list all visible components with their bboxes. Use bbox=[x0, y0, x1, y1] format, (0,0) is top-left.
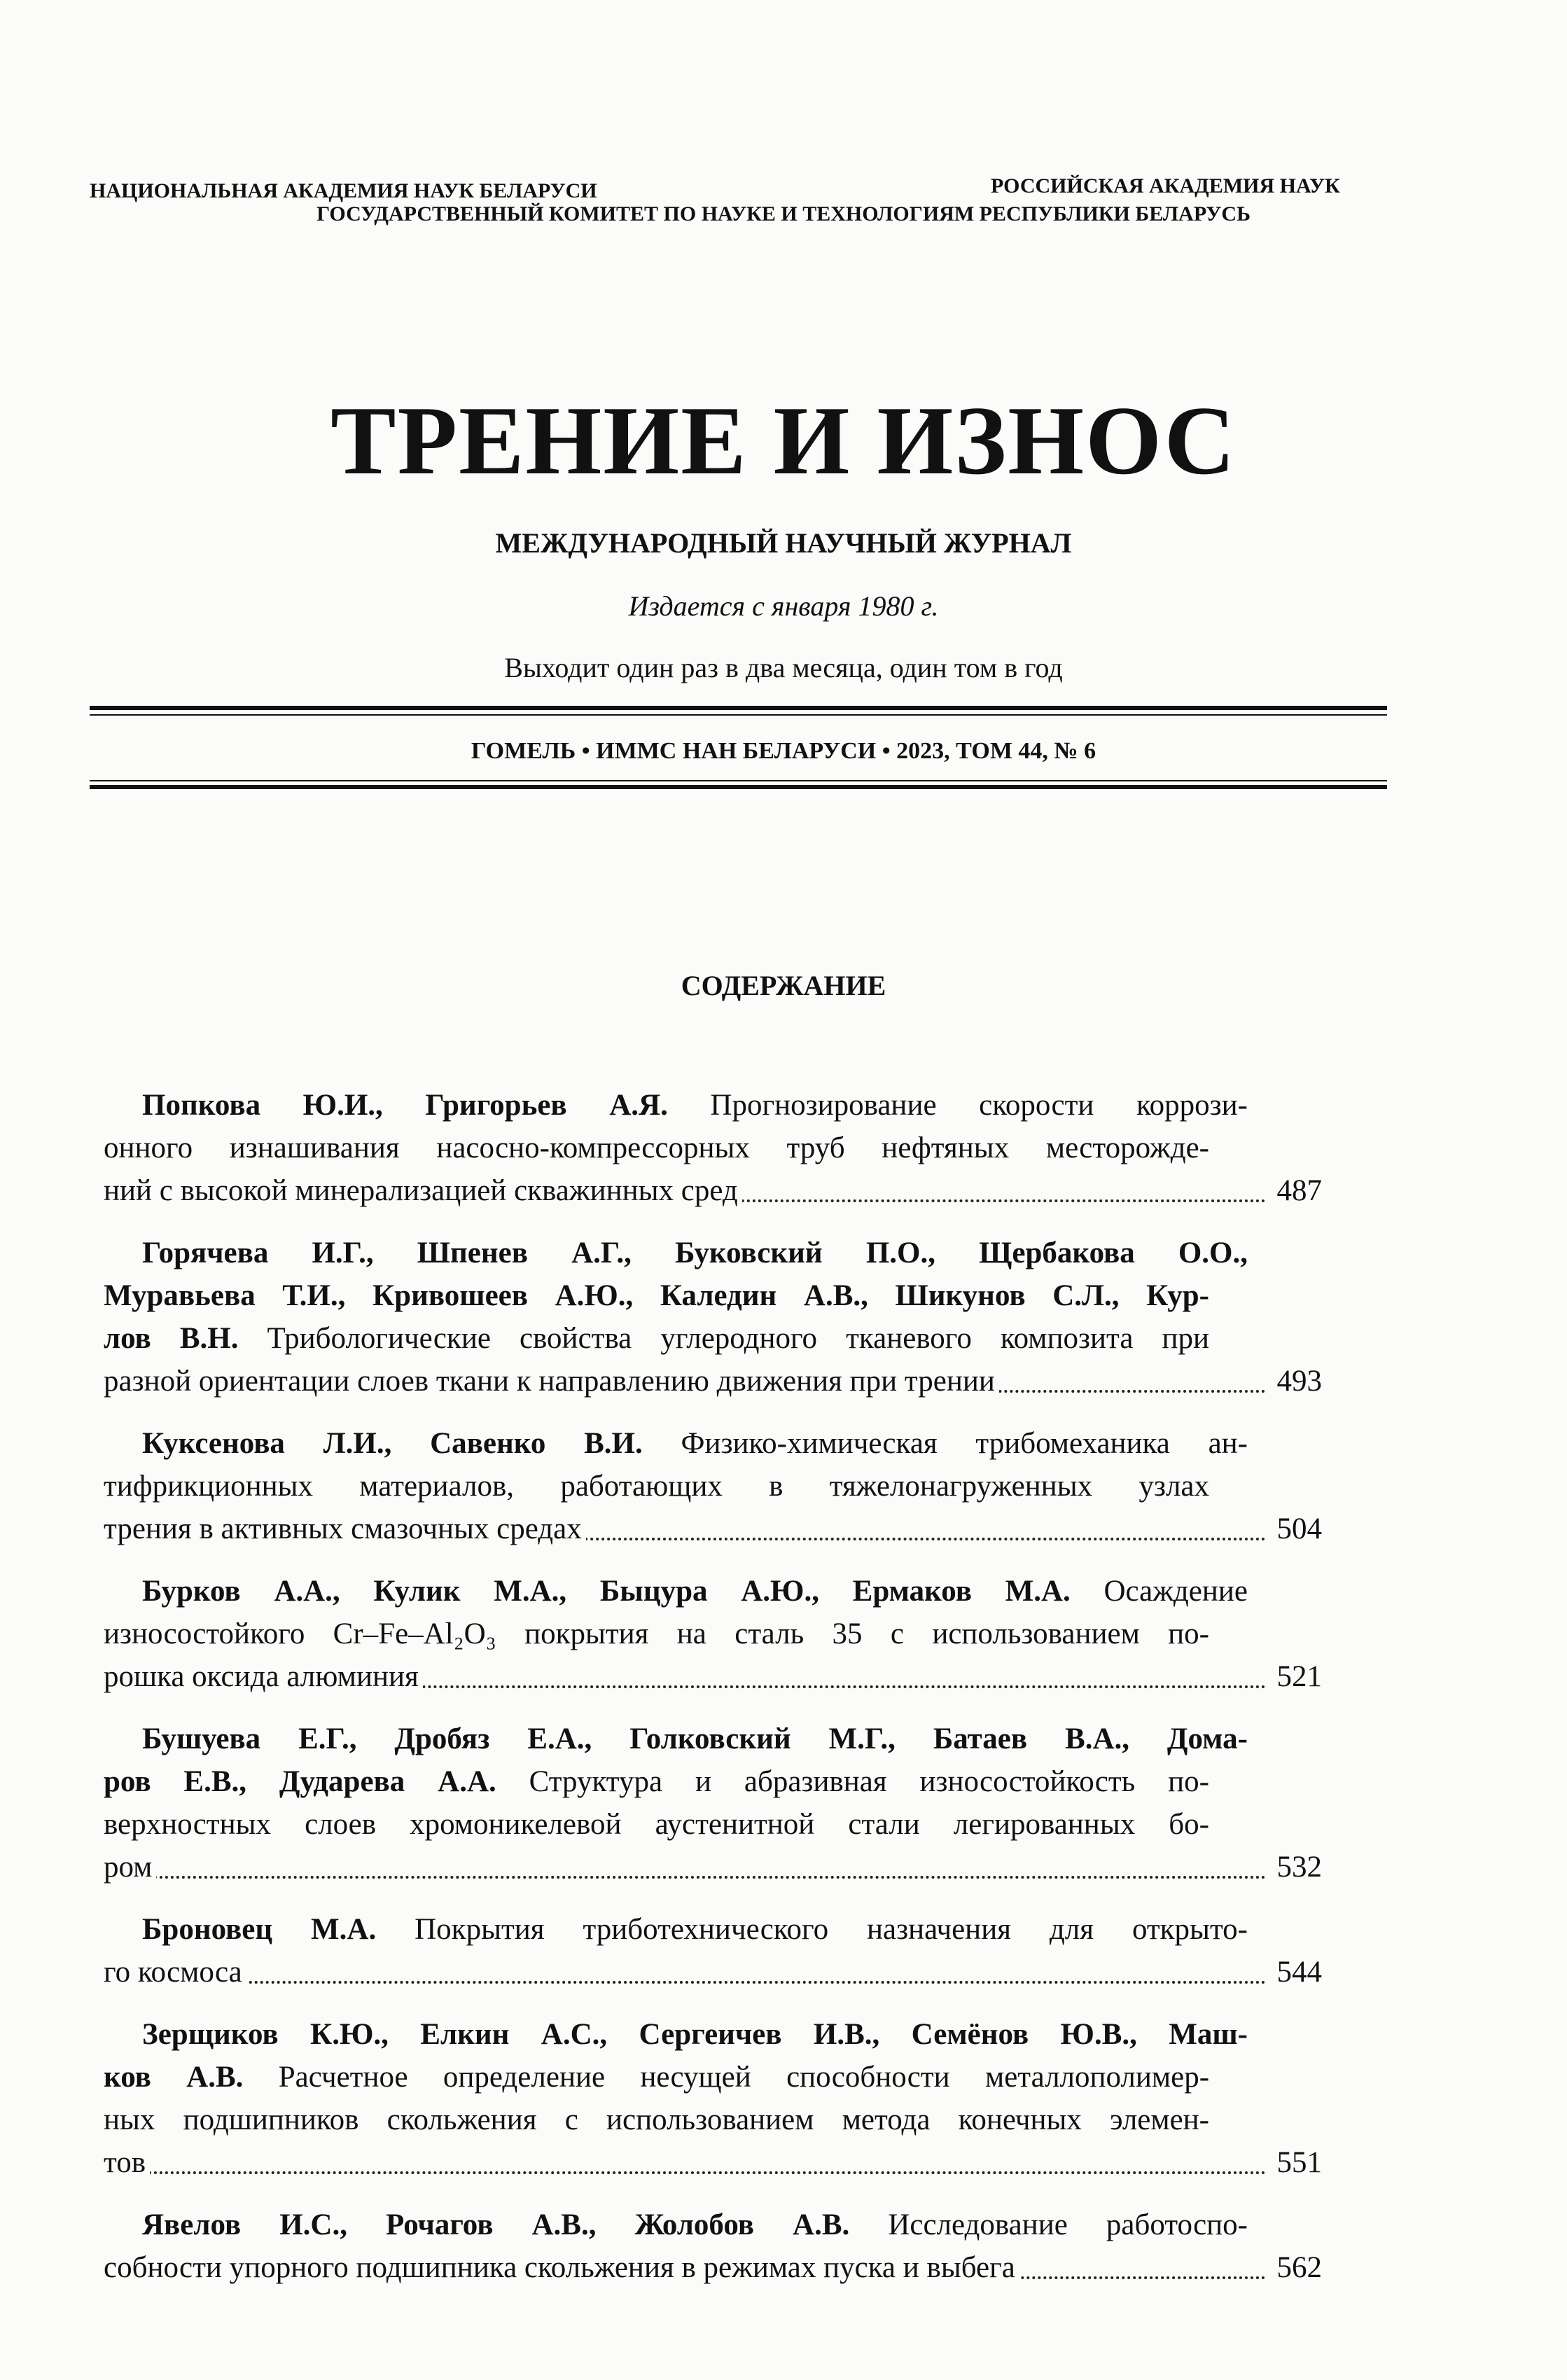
toc-entry bbox=[104, 1232, 1399, 1403]
toc-page-number: 551 bbox=[1267, 2141, 1323, 2184]
toc-entry bbox=[104, 1908, 1399, 1993]
toc-entry-line bbox=[104, 1232, 1252, 1274]
toc-entry bbox=[104, 2013, 1399, 2184]
toc-entry-line bbox=[104, 1274, 1213, 1317]
toc-entry-text: тифрикционных материалов, работающих в тяжелонагруженных узлах bbox=[104, 1470, 1209, 1503]
toc-entry-text: рошка оксида алюминия bbox=[104, 1660, 419, 1693]
toc-page-number: 544 bbox=[1267, 1951, 1323, 1993]
org-center: ГОСУДАРСТВЕННЫЙ КОМИТЕТ ПО НАУКЕ И ТЕХНОЛОГИЯМ РЕСПУБЛИКИ БЕЛАРУСЬ bbox=[316, 202, 1251, 225]
toc-page-number: 562 bbox=[1267, 2246, 1323, 2289]
org-right: РОССИЙСКАЯ АКАДЕМИЯ НАУК bbox=[991, 174, 1340, 197]
toc-entry-line bbox=[104, 1803, 1213, 1846]
contents-heading: СОДЕРЖАНИЕ bbox=[681, 970, 886, 1001]
toc-entry-line bbox=[104, 2056, 1213, 2099]
toc-entry-text: собности упорного подшипника скольжения в режимах пуска и выбега bbox=[104, 2251, 1015, 2284]
toc-entry-authors: Явелов И.С., Рочагов А.В., Жолобов А.В. bbox=[142, 2208, 850, 2241]
toc-entry-authors: Броновец М.А. bbox=[142, 1913, 377, 1946]
toc-entry-line bbox=[104, 1908, 1252, 1951]
toc-entry-line bbox=[104, 1570, 1252, 1613]
toc-leader-dots bbox=[104, 1981, 1322, 1984]
toc-entry-text: онного изнашивания насосно-компрессорных труб нефтяных месторожде- bbox=[104, 1132, 1209, 1164]
toc-entry-authors: Бушуева Е.Г., Дробяз Е.А., Голковский М.Г., Батаев В.А., Дома- bbox=[142, 1723, 1248, 1755]
toc-entry-text: Физико-химическая трибомеханика ан- bbox=[642, 1427, 1248, 1460]
toc-entry-authors: Куксенова Л.И., Савенко В.И. bbox=[142, 1427, 643, 1460]
toc-entry-text: Расчетное определение несущей способности металлополимер- bbox=[243, 2061, 1210, 2094]
toc-entry-authors: лов В.Н. bbox=[104, 1322, 239, 1355]
toc-entry-line bbox=[104, 2141, 1322, 2184]
toc-entry-line bbox=[104, 2246, 1322, 2289]
toc-entry-authors: Бурков А.А., Кулик М.А., Быцура А.Ю., Ермаков М.А. bbox=[142, 1575, 1071, 1608]
toc-entry-authors: Горячева И.Г., Шпенев А.Г., Буковский П.О., Щербакова О.О., bbox=[142, 1237, 1248, 1269]
toc-entry-line bbox=[104, 1655, 1322, 1698]
toc-entry-line bbox=[104, 1422, 1252, 1465]
org-left: НАЦИОНАЛЬНАЯ АКАДЕМИЯ НАУК БЕЛАРУСИ bbox=[90, 179, 597, 202]
toc-entry bbox=[104, 1422, 1399, 1550]
toc-entry bbox=[104, 1718, 1399, 1888]
toc-entry-authors: Зерщиков К.Ю., Елкин А.С., Сергеичев И.В., Семёнов Ю.В., Маш- bbox=[142, 2018, 1248, 2051]
toc-entry-line bbox=[104, 1169, 1322, 1212]
toc-leader-dots bbox=[104, 1876, 1322, 1879]
toc-entry-text: Структура и абразивная износостойкость по- bbox=[496, 1765, 1209, 1798]
toc-entry-line bbox=[104, 1760, 1213, 1803]
toc-entry-text: Трибологические свойства углеродного тканевого композита при bbox=[238, 1322, 1209, 1355]
toc-leader-dots bbox=[104, 2171, 1322, 2174]
toc-entry-text: тов bbox=[104, 2146, 146, 2179]
toc-page-number: 487 bbox=[1267, 1169, 1323, 1212]
toc-page-number: 493 bbox=[1267, 1360, 1323, 1403]
toc-entry bbox=[104, 2204, 1399, 2289]
rule-top-thin bbox=[90, 714, 1387, 716]
toc-entry-text: го космоса bbox=[104, 1956, 242, 1989]
toc-entry-line bbox=[104, 1127, 1213, 1169]
toc-entry-text: ных подшипников скольжения с использованием метода конечных элемен- bbox=[104, 2103, 1209, 2136]
rule-bottom-thick bbox=[90, 785, 1387, 789]
toc-entry-text: Осаждение bbox=[1070, 1575, 1248, 1608]
toc-entry-text: ний с высокой минерализацией скважинных сред bbox=[104, 1174, 738, 1207]
toc-entry-text: трения в активных смазочных средах bbox=[104, 1512, 582, 1545]
journal-frequency: Выходит один раз в два месяца, один том в год bbox=[504, 652, 1063, 683]
toc-entry-line bbox=[104, 1465, 1213, 1508]
toc-entry-line bbox=[104, 1613, 1213, 1655]
toc-entry-line bbox=[104, 1360, 1322, 1403]
toc-entry-line bbox=[104, 1718, 1252, 1760]
toc-entry-line bbox=[104, 1846, 1322, 1888]
toc-page-number: 504 bbox=[1267, 1508, 1323, 1550]
toc-entry-authors: ров Е.В., Дударева А.А. bbox=[104, 1765, 496, 1798]
toc-page-number: 521 bbox=[1267, 1655, 1323, 1698]
toc-entry-text: износостойкого Cr–Fe–Al₂O₃ покрытия на сталь 35 с использованием по- bbox=[104, 1617, 1209, 1650]
journal-since: Издается с января 1980 г. bbox=[628, 590, 939, 622]
toc-page-number: 532 bbox=[1267, 1846, 1323, 1888]
journal-subtitle: МЕЖДУНАРОДНЫЙ НАУЧНЫЙ ЖУРНАЛ bbox=[495, 527, 1072, 559]
imprint: ГОМЕЛЬ • ИММС НАН БЕЛАРУСИ • 2023, ТОМ 44, № 6 bbox=[471, 738, 1096, 764]
toc-entry-authors: Муравьева Т.И., Кривошеев А.Ю., Каледин А.В., Шикунов С.Л., Кур- bbox=[104, 1279, 1209, 1312]
toc-entry-line bbox=[104, 2013, 1252, 2056]
toc-entry-line bbox=[104, 1951, 1322, 1993]
rule-bottom-thin bbox=[90, 780, 1387, 781]
toc-entry-text: Прогнозирование скорости коррози- bbox=[667, 1089, 1248, 1122]
journal-title: ТРЕНИЕ И ИЗНОС bbox=[330, 387, 1237, 495]
toc-entry bbox=[104, 1570, 1399, 1698]
toc-entry-line bbox=[104, 1084, 1252, 1127]
table-of-contents bbox=[104, 1084, 1399, 2309]
toc-entry-text: Покрытия триботехнического назначения для открыто- bbox=[376, 1913, 1248, 1946]
toc-entry-text: разной ориентации слоев ткани к направлению движения при трении bbox=[104, 1365, 995, 1398]
toc-entry-line bbox=[104, 1317, 1213, 1360]
toc-entry-line bbox=[104, 2204, 1252, 2246]
toc-entry-text: Исследование работоспо- bbox=[849, 2208, 1248, 2241]
toc-entry-authors: ков А.В. bbox=[104, 2061, 244, 2094]
toc-entry-text: ром bbox=[104, 1851, 153, 1884]
toc-entry bbox=[104, 1084, 1399, 1212]
toc-entry-line bbox=[104, 2099, 1213, 2141]
toc-entry-authors: Попкова Ю.И., Григорьев А.Я. bbox=[142, 1089, 668, 1122]
toc-entry-text: верхностных слоев хромоникелевой аустенитной стали легированных бо- bbox=[104, 1808, 1209, 1841]
toc-entry-line bbox=[104, 1508, 1322, 1550]
rule-top-thick bbox=[90, 706, 1387, 710]
